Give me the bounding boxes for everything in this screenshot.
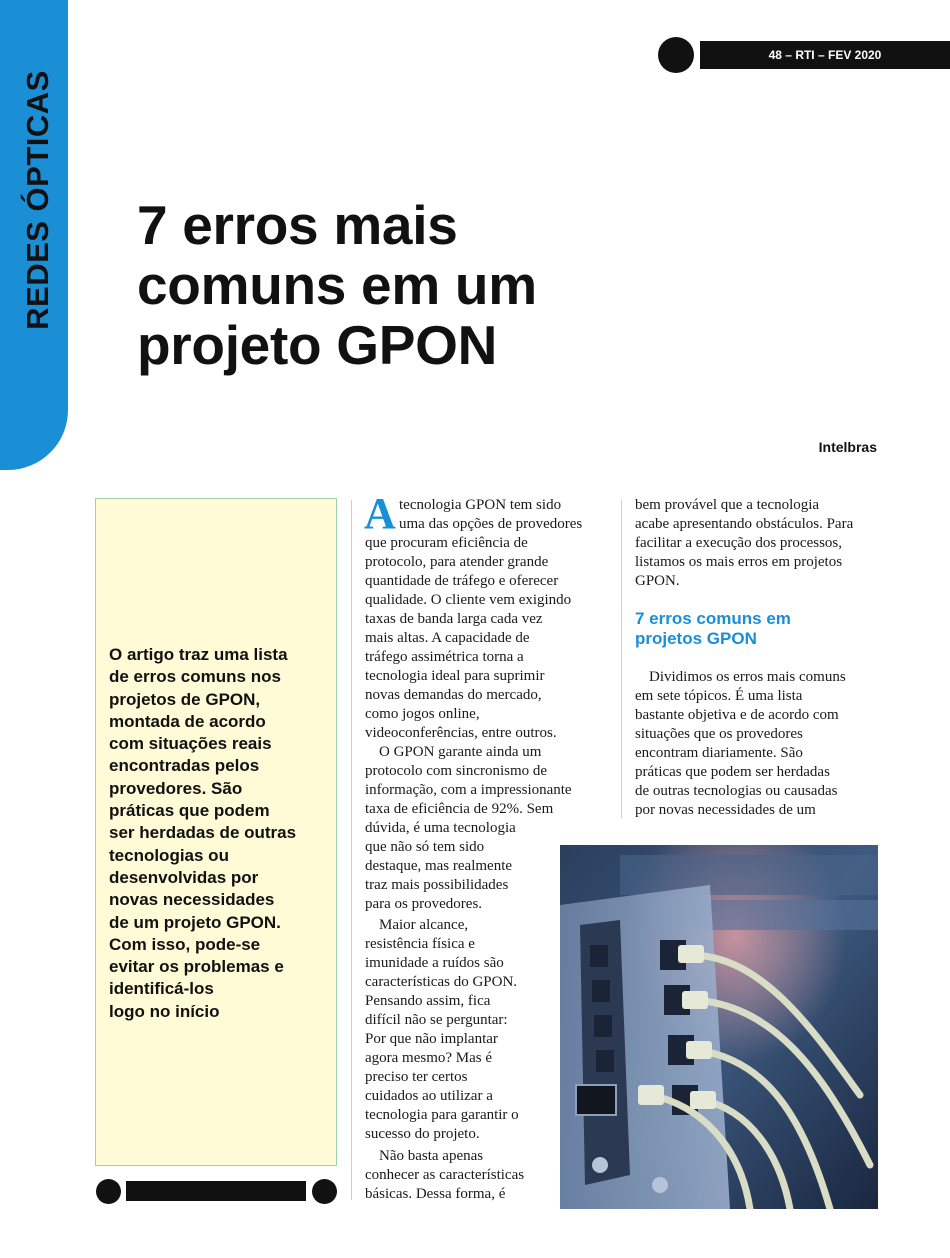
- column2-paragraph-1: [635, 496, 853, 591]
- summary-line: ser herdadas de outras: [109, 823, 297, 843]
- column-rule: [351, 500, 352, 1200]
- text-line: Pensando assim, fica: [365, 993, 491, 1009]
- network-equipment-photo: [560, 845, 878, 1209]
- text-line: encontram diariamente. São: [635, 745, 803, 761]
- summary-box: [95, 498, 337, 1166]
- text-line: Maior alcance,: [379, 917, 469, 933]
- summary-line: de um projeto GPON.: [109, 912, 281, 932]
- summary-line: Com isso, pode-se: [109, 934, 261, 954]
- text-line: imunidade a ruídos são: [365, 955, 504, 971]
- title-line: comuns em um: [137, 254, 537, 316]
- footer-bar: [126, 1181, 306, 1201]
- summary-line: projetos de GPON,: [109, 689, 261, 709]
- text-line: GPON.: [635, 573, 680, 589]
- summary-line: desenvolvidas por: [109, 867, 259, 887]
- summary-line: práticas que podem: [109, 801, 270, 821]
- text-line: para os provedores.: [365, 896, 483, 912]
- text-line: bem provável que a tecnologia: [635, 497, 820, 513]
- section-subheading: [635, 609, 791, 649]
- footer-dot-right: [312, 1179, 337, 1204]
- text-line: qualidade. O cliente vem exigindo: [365, 592, 572, 608]
- text-line: tecnologia para garantir o: [365, 1107, 519, 1123]
- section-tab-label: REDES ÓPTICAS: [20, 70, 55, 330]
- text-line: tráfego assimétrica torna a: [365, 649, 524, 665]
- author: Intelbras: [818, 439, 877, 455]
- text-line: conhecer as características: [365, 1167, 525, 1183]
- text-line: características do GPON.: [365, 974, 518, 990]
- text-line: situações que os provedores: [635, 726, 803, 742]
- text-line: uma das opções de provedores: [399, 516, 583, 532]
- text-line: que procuram eficiência de: [365, 535, 528, 551]
- text-line: tecnologia GPON tem sido: [399, 497, 562, 513]
- text-line: bastante objetiva e de acordo com: [635, 707, 839, 723]
- column1-paragraph-1: [365, 534, 571, 743]
- text-line: Por que não implantar: [365, 1031, 498, 1047]
- summary-text: [109, 644, 333, 1023]
- subheading-line: 7 erros comuns em: [635, 609, 791, 628]
- text-line: informação, com a impressionante: [365, 782, 572, 798]
- page-info: 48 – RTI – FEV 2020: [700, 41, 950, 69]
- header-dot: [658, 37, 694, 73]
- text-line: quantidade de tráfego e oferecer: [365, 573, 559, 589]
- summary-line: encontradas pelos: [109, 756, 260, 776]
- summary-line: logo no início: [109, 1001, 220, 1021]
- text-line: traz mais possibilidades: [365, 877, 509, 893]
- footer-dot-left: [96, 1179, 121, 1204]
- summary-line: de erros comuns nos: [109, 667, 281, 687]
- text-line: cuidados ao utilizar a: [365, 1088, 493, 1104]
- summary-line: tecnologias ou: [109, 845, 229, 865]
- section-tab: [0, 0, 68, 470]
- text-line: agora mesmo? Mas é: [365, 1050, 493, 1066]
- summary-line: O artigo traz uma lista: [109, 645, 288, 664]
- text-line: novas demandas do mercado,: [365, 687, 542, 703]
- text-line: dúvida, é uma tecnologia: [365, 820, 516, 836]
- text-line: como jogos online,: [365, 706, 480, 722]
- text-line: que não só tem sido: [365, 839, 485, 855]
- text-line: protocolo com sincronismo de: [365, 763, 548, 779]
- text-line: de outras tecnologias ou causadas: [635, 783, 838, 799]
- column1-intro: [399, 496, 582, 534]
- text-line: Não basta apenas: [379, 1148, 484, 1164]
- text-line: destaque, mas realmente: [365, 858, 513, 874]
- text-line: resistência física e: [365, 936, 475, 952]
- column1-paragraph-3: [365, 916, 519, 1144]
- text-line: em sete tópicos. É uma lista: [635, 688, 803, 704]
- article-title: [137, 195, 537, 375]
- summary-line: evitar os problemas e: [109, 957, 284, 977]
- text-line: tecnologia ideal para suprimir: [365, 668, 545, 684]
- summary-line: montada de acordo: [109, 711, 266, 731]
- column1-paragraph-4: [365, 1147, 524, 1204]
- drop-cap: A: [364, 489, 396, 538]
- summary-line: com situações reais: [109, 734, 272, 754]
- text-line: listamos os mais erros em projetos: [635, 554, 843, 570]
- subheading-line: projetos GPON: [635, 629, 757, 648]
- title-line: projeto GPON: [137, 314, 498, 376]
- text-line: por novas necessidades de um: [635, 802, 816, 818]
- text-line: taxa de eficiência de 92%. Sem: [365, 801, 554, 817]
- text-line: práticas que podem ser herdadas: [635, 764, 830, 780]
- summary-line: novas necessidades: [109, 890, 275, 910]
- text-line: acabe apresentando obstáculos. Para: [635, 516, 854, 532]
- text-line: mais altas. A capacidade de: [365, 630, 530, 646]
- text-line: taxas de banda larga cada vez: [365, 611, 543, 627]
- column2-paragraph-2: [635, 668, 846, 820]
- summary-line: identificá-los: [109, 979, 214, 999]
- text-line: difícil não se perguntar:: [365, 1012, 508, 1028]
- title-line: 7 erros mais: [137, 194, 458, 256]
- text-line: protocolo, para atender grande: [365, 554, 549, 570]
- text-line: básicas. Dessa forma, é: [365, 1186, 506, 1202]
- text-line: preciso ter certos: [365, 1069, 468, 1085]
- text-line: sucesso do projeto.: [365, 1126, 480, 1142]
- column-rule: [621, 500, 622, 818]
- summary-line: provedores. São: [109, 778, 243, 798]
- text-line: videoconferências, entre outros.: [365, 725, 557, 741]
- text-line: facilitar a execução dos processos,: [635, 535, 842, 551]
- text-line: Dividimos os erros mais comuns: [649, 669, 846, 685]
- text-line: O GPON garante ainda um: [379, 744, 542, 760]
- column1-paragraph-2: [365, 743, 572, 914]
